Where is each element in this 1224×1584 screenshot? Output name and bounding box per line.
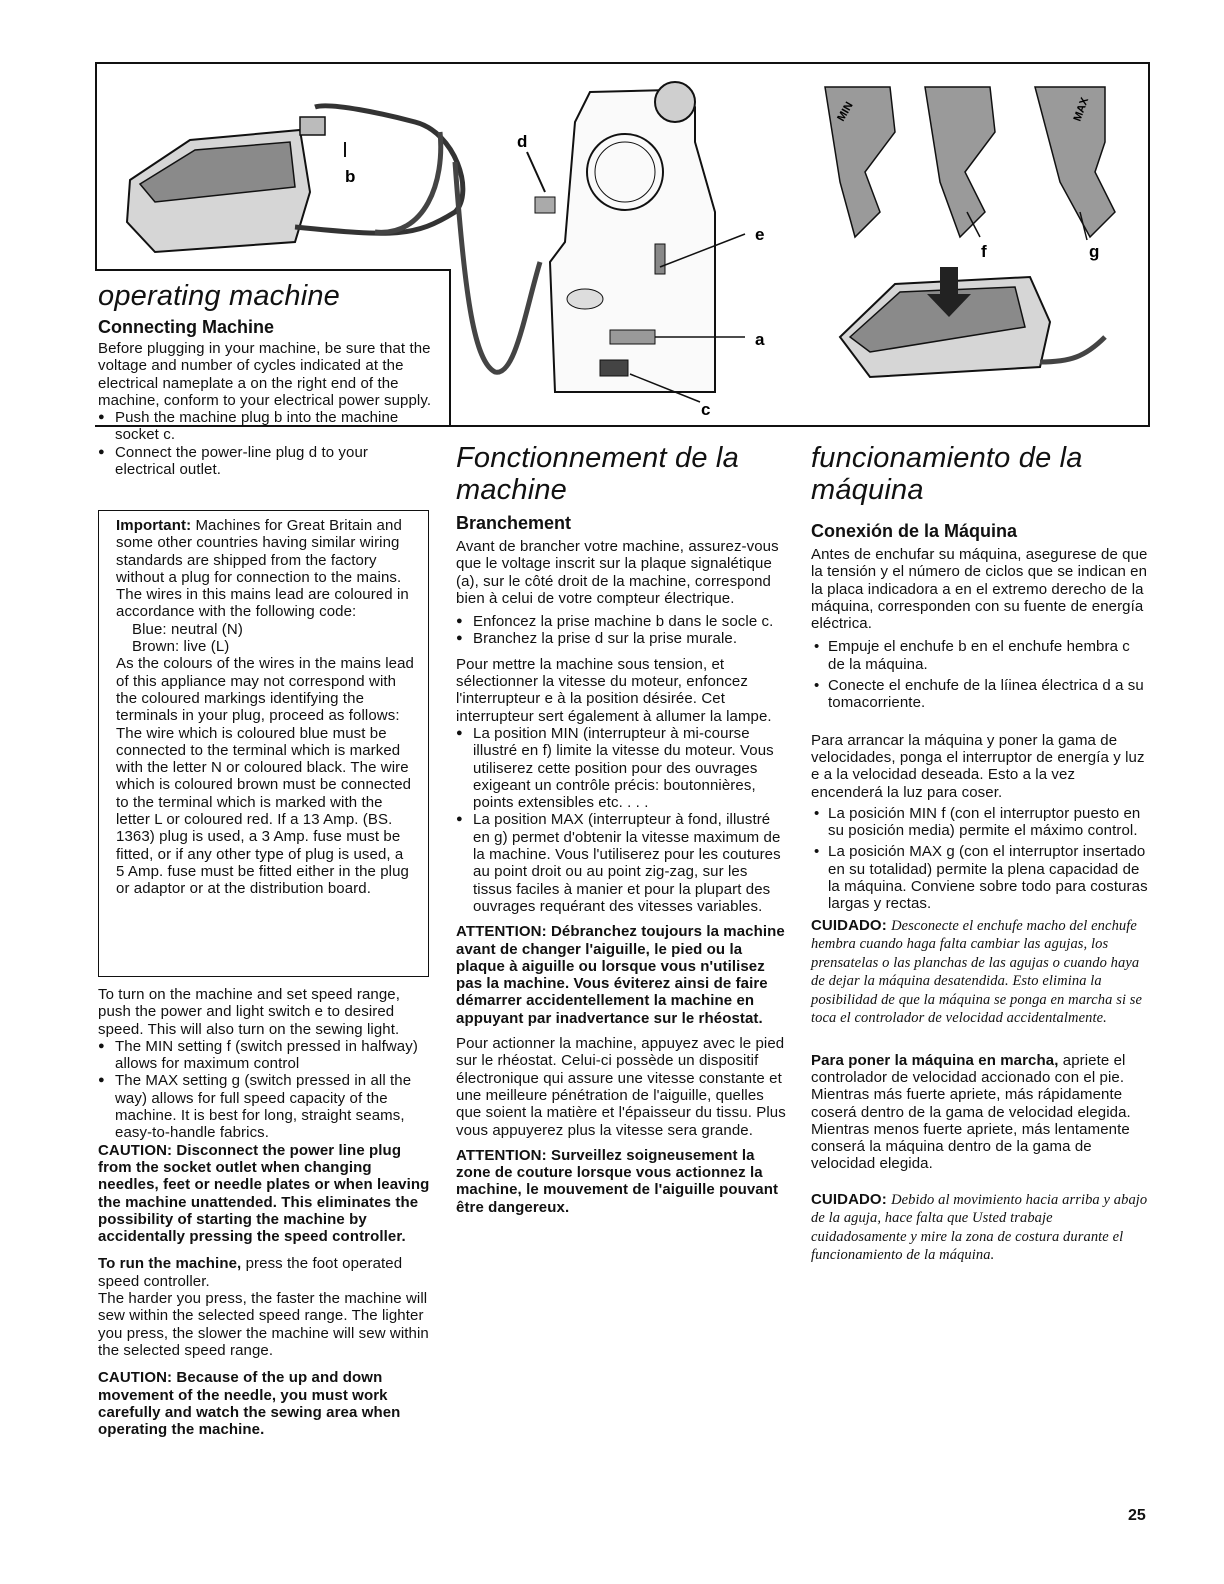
caution-1: CAUTION: Disconnect the power line plug from the socket outlet when changing needles, feet or needle plates or when leaving the machine unattended. This eliminates the possibility of starting the machine by accidentally pressing the speed controller. bbox=[98, 1141, 430, 1246]
important-text-3: The wire which is coloured blue must be connected to the terminal which is marked with the letter N or coloured black. The wire which is coloured brown must be connected to the terminal which is marked with the letter L or coloured red. If a 13 Amp. (BS. 1363) plug is used, a 3 Amp. fuse must be fitted, or if any other type of plug is used, a 5 Amp. fuse must be fitted either in the plug or adaptor or at the distribution board. bbox=[116, 724, 412, 898]
dial-label: MIN bbox=[835, 100, 856, 124]
spanish-speed-bullets bbox=[811, 805, 1149, 913]
bullet-item: ● Push the machine plug b into the machine socket c. bbox=[98, 409, 432, 444]
french-title: Fonctionnement de la machine bbox=[456, 442, 739, 506]
spanish-subtitle: Conexión de la Máquina bbox=[811, 521, 1018, 541]
french-subtitle: Branchement bbox=[456, 513, 572, 533]
callout-label: d bbox=[517, 132, 528, 151]
spanish-cuidado-2: Debido al movimiento hacia arriba y abajo de la aguja, hace falta que Usted trabaje cuidadosamente y mire la zona de costura durante el funcionamiento de la máquina. bbox=[811, 1191, 1148, 1264]
french-operate: Pour actionner la machine, appuyez avec le pied sur le rhéostat. Celui-ci possède un dispositif électronique qui assure une vitesse constante et une meilleure pénétration de l'aiguille, quelles que soient la matière et l'épaisseur du tissu. Plus vous appuyerez plus la vitesse sera grande. bbox=[456, 1035, 786, 1139]
important-text: Machines for Great Britain and some other countries having similar wiring standards are shipped from the factory without a plug for connection to the mains. The wires in this mains lead are coloured in accordance with the following code: bbox=[116, 517, 409, 621]
run-text: press the foot operated speed controller. bbox=[98, 1255, 403, 1290]
callout-label: a bbox=[755, 330, 765, 349]
callout-label: f bbox=[981, 242, 987, 261]
spanish-bullets bbox=[811, 638, 1149, 711]
run-label: To run the machine, bbox=[98, 1255, 242, 1273]
arrow-down-icon bbox=[940, 267, 958, 297]
foot-controller-drawing bbox=[127, 106, 463, 252]
french-column bbox=[456, 442, 790, 1216]
code-blue: Blue: neutral (N) bbox=[132, 620, 243, 638]
code-brown: Brown: live (L) bbox=[132, 638, 230, 656]
english-column-lower bbox=[98, 986, 432, 1438]
spanish-intro: Antes de enchufar su máquina, asegurese de que la tensión y el número de ciclos que se indican en la placa indicadora a en el extremo derecho de la máquina, corresponden con su fuente de energía eléctrica. bbox=[811, 546, 1148, 633]
speed-bullets bbox=[98, 1038, 432, 1142]
french-bullets bbox=[456, 613, 790, 648]
turn-on-text: To turn on the machine and set speed range, push the power and light switch e to desired speed. This will also turn on the sewing light. bbox=[98, 986, 400, 1038]
spanish-run-label: Para poner la máquina en marcha, bbox=[811, 1051, 1059, 1069]
english-intro: Before plugging in your machine, be sure that the voltage and number of cycles indicated at the electrical nameplate a on the right end of the machine, conform to your electrical power supply. bbox=[98, 340, 432, 409]
nameplate-a-drawing bbox=[610, 330, 655, 344]
bullet-item: ● Connect the power-line plug d to your electrical outlet. bbox=[98, 444, 432, 479]
english-column bbox=[98, 280, 432, 478]
plug-b-drawing bbox=[300, 117, 325, 135]
bullet-item: • Conecte el enchufe de la líinea électrica d a su tomacorriente. bbox=[811, 677, 1149, 712]
important-box bbox=[98, 510, 429, 977]
bullet-item: • Empuje el enchufe b en el enchufe hembra c de la máquina. bbox=[811, 638, 1149, 673]
cuidado-label: CUIDADO: bbox=[811, 916, 887, 934]
dial-label: MAX bbox=[1071, 95, 1092, 124]
english-bullets bbox=[98, 409, 432, 478]
bullet-item: • La posición MIN f (con el interruptor puesto en su posición media) permite el máximo control. bbox=[811, 805, 1149, 840]
spanish-cuidado-1: Desconecte el enchufe macho del enchufe hembra cuando haga falta cambiar las agujas, los prensatelas o las planchas de las agujas o cuando haya de dejar la máquina desatendida. Esto elimina la posibilidad de que la máquina se ponga en marcha si se toca el controlador de velocidad accidentalmente. bbox=[811, 917, 1143, 1027]
spanish-column bbox=[811, 442, 1149, 1265]
bullet-item: ● Branchez la prise d sur la prise murale. bbox=[456, 630, 790, 647]
harder-text: The harder you press, the faster the machine will sew within the selected speed range. The lighter you press, the slower the machine will sew within the selected speed range. bbox=[98, 1290, 429, 1359]
caution-2: CAUTION: Because of the up and down movement of the needle, you must work carefully and watch the sewing area when operating the machine. bbox=[98, 1369, 401, 1439]
bullet-item: ● Enfoncez la prise machine b dans le socle c. bbox=[456, 613, 790, 630]
socket-c-drawing bbox=[600, 360, 628, 376]
bullet-item: ● The MAX setting g (switch pressed in all the way) allows for full speed capacity of the machine. It is best for long, straight seams, easy-to-handle fabrics. bbox=[98, 1072, 432, 1141]
bullet-item: ● La position MAX (interrupteur à fond, illustré en g) permet d'obtenir la vitesse maximum de la machine. Vous l'utiliserez pour les coutures au point droit ou au point zig-zag, sur les tissus faciles à manier et pour la plupart des ouvrages requérant des vitesses variables. bbox=[456, 811, 790, 915]
callout-label: b bbox=[345, 167, 356, 186]
spanish-title: funcionamiento de la máquina bbox=[811, 442, 1083, 506]
important-text-2: As the colours of the wires in the mains lead of this appliance may not correspond with the coloured markings identifying the terminals in your plug, proceed as follows: bbox=[116, 655, 414, 725]
french-speed-bullets bbox=[456, 725, 790, 915]
foot-controller-right-drawing bbox=[840, 267, 1105, 377]
switch-e-drawing bbox=[655, 244, 665, 274]
french-power: Pour mettre la machine sous tension, et sélectionner la vitesse du moteur, enfoncez l'interrupteur e à la position désirée. Cet interrupteur sert également à allumer la lampe. bbox=[456, 655, 772, 725]
french-intro: Avant de brancher votre machine, assurez-vous que le voltage inscrit sur la plaque signalétique (a), sur le côté droit de la machine, correspond bien à celui de votre compteur électrique. bbox=[456, 538, 779, 607]
switch-positions-drawing bbox=[825, 87, 1115, 240]
cuidado-label: CUIDADO: bbox=[811, 1190, 887, 1208]
callout-label: e bbox=[755, 225, 765, 244]
page-number: 25 bbox=[1128, 1507, 1146, 1524]
callout-label: g bbox=[1089, 242, 1100, 261]
bullet-item: • La posición MAX g (con el interruptor insertado en su totalidad) permite la plena capacidad de la máquina. Conviene sobre todo para costuras largas y rectas. bbox=[811, 843, 1149, 912]
english-title: operating machine bbox=[98, 280, 340, 312]
spanish-run-text: apriete el controlador de velocidad accionado con el pie. Mientras más fuerte apriete, más rápidamente coserá dentro de la gama de velocidad elegida. Mientras menos fuerte apriete, más lentamente conserá la máquina dentro de la gama de velocidad elegida. bbox=[811, 1051, 1131, 1173]
callout-label: c bbox=[701, 400, 711, 419]
important-label: Important: bbox=[116, 517, 192, 534]
english-subtitle: Connecting Machine bbox=[98, 317, 275, 337]
plug-d-drawing bbox=[535, 197, 555, 213]
bullet-item: ● La position MIN (interrupteur à mi-course illustré en f) limite la vitesse du moteur. Vous utiliserez cette position pour des ouvrages exigeant un contrôle précis: boutonnières, points extensibles etc. . . . bbox=[456, 725, 790, 811]
bullet-item: ● The MIN setting f (switch pressed in halfway) allows for maximum control bbox=[98, 1038, 432, 1073]
french-attention-1: ATTENTION: Débranchez toujours la machine avant de changer l'aiguille, le pied ou la plaque à aiguille ou lorsque vous n'utilisez pas la machine. Vous éviterez ainsi de faire démarrer accidentellement la machine en appuyant par inadvertance sur le rhéostat. bbox=[456, 923, 785, 1027]
french-attention-2: ATTENTION: Surveillez soigneusement la zone de couture lorsque vous actionnez la machine, le mouvement de l'aiguille pouvant être dangereux. bbox=[456, 1146, 779, 1216]
spanish-power: Para arrancar la máquina y poner la gama de velocidades, ponga el interruptor de energía y luz e a la velocidad deseada. Esto a la vez encenderá la luz para coser. bbox=[811, 731, 1145, 801]
